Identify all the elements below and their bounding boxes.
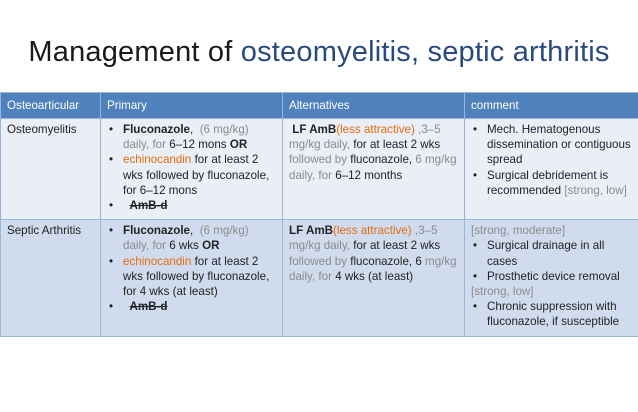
- header-comment: comment: [465, 93, 638, 119]
- row-label: Septic Arthritis: [1, 220, 101, 336]
- list-item: • Surgical debridement is recommended [strong, low]: [471, 168, 632, 198]
- list-item: • Surgical drainage in all cases: [471, 238, 632, 268]
- grade-label: [strong, low]: [471, 285, 534, 299]
- primary-cell: [101, 220, 283, 336]
- comment-cell: [465, 220, 638, 336]
- table-row-septic-arthritis: [1, 220, 638, 336]
- management-table: [0, 92, 638, 337]
- row-label: Osteomyelitis: [1, 119, 101, 220]
- header-primary: Primary: [101, 93, 283, 119]
- list-item: • Fluconazole, (6 mg/kg) daily, for 6 wks OR: [107, 223, 276, 253]
- list-item: • Mech. Hematogenous dissemination or contiguous spread: [471, 122, 632, 168]
- primary-cell: [101, 119, 283, 220]
- header-alternatives: Alternatives: [283, 93, 465, 119]
- table-header-row: [1, 93, 638, 119]
- alternatives-cell: LF AmB(less attractive) ,3–5 mg/kg daily, for at least 2 wks followed by fluconazole, 6 mg/kg daily, for 6–12 months: [283, 119, 465, 220]
- list-item: • echinocandin for at least 2 wks followed by fluconazole, for 4 wks (at least): [107, 254, 276, 300]
- title-highlight: osteomyelitis, septic arthritis: [240, 36, 610, 68]
- title-text: Management of: [28, 36, 241, 68]
- header-osteoarticular: Osteoarticular: [1, 93, 101, 119]
- list-item: • Prosthetic device removal: [471, 269, 632, 284]
- alternatives-cell: LF AmB(less attractive) ,3–5 mg/kg daily, for at least 2 wks followed by fluconazole, 6 mg/kg daily, for 4 wks (at least): [283, 220, 465, 336]
- list-item: • echinocandin for at least 2 wks followed by fluconazole, for 6–12 mons: [107, 152, 276, 198]
- comment-cell: [465, 119, 638, 220]
- list-item: • AmB-d: [107, 299, 276, 314]
- list-item: • Chronic suppression with fluconazole, if susceptible: [471, 299, 632, 329]
- grade-label: [strong, moderate]: [471, 224, 566, 238]
- list-item: • Fluconazole, (6 mg/kg) daily, for 6–12 mons OR: [107, 122, 276, 152]
- slide-title: [0, 36, 638, 69]
- list-item: • AmB-d: [107, 198, 276, 213]
- table-row-osteomyelitis: [1, 119, 638, 220]
